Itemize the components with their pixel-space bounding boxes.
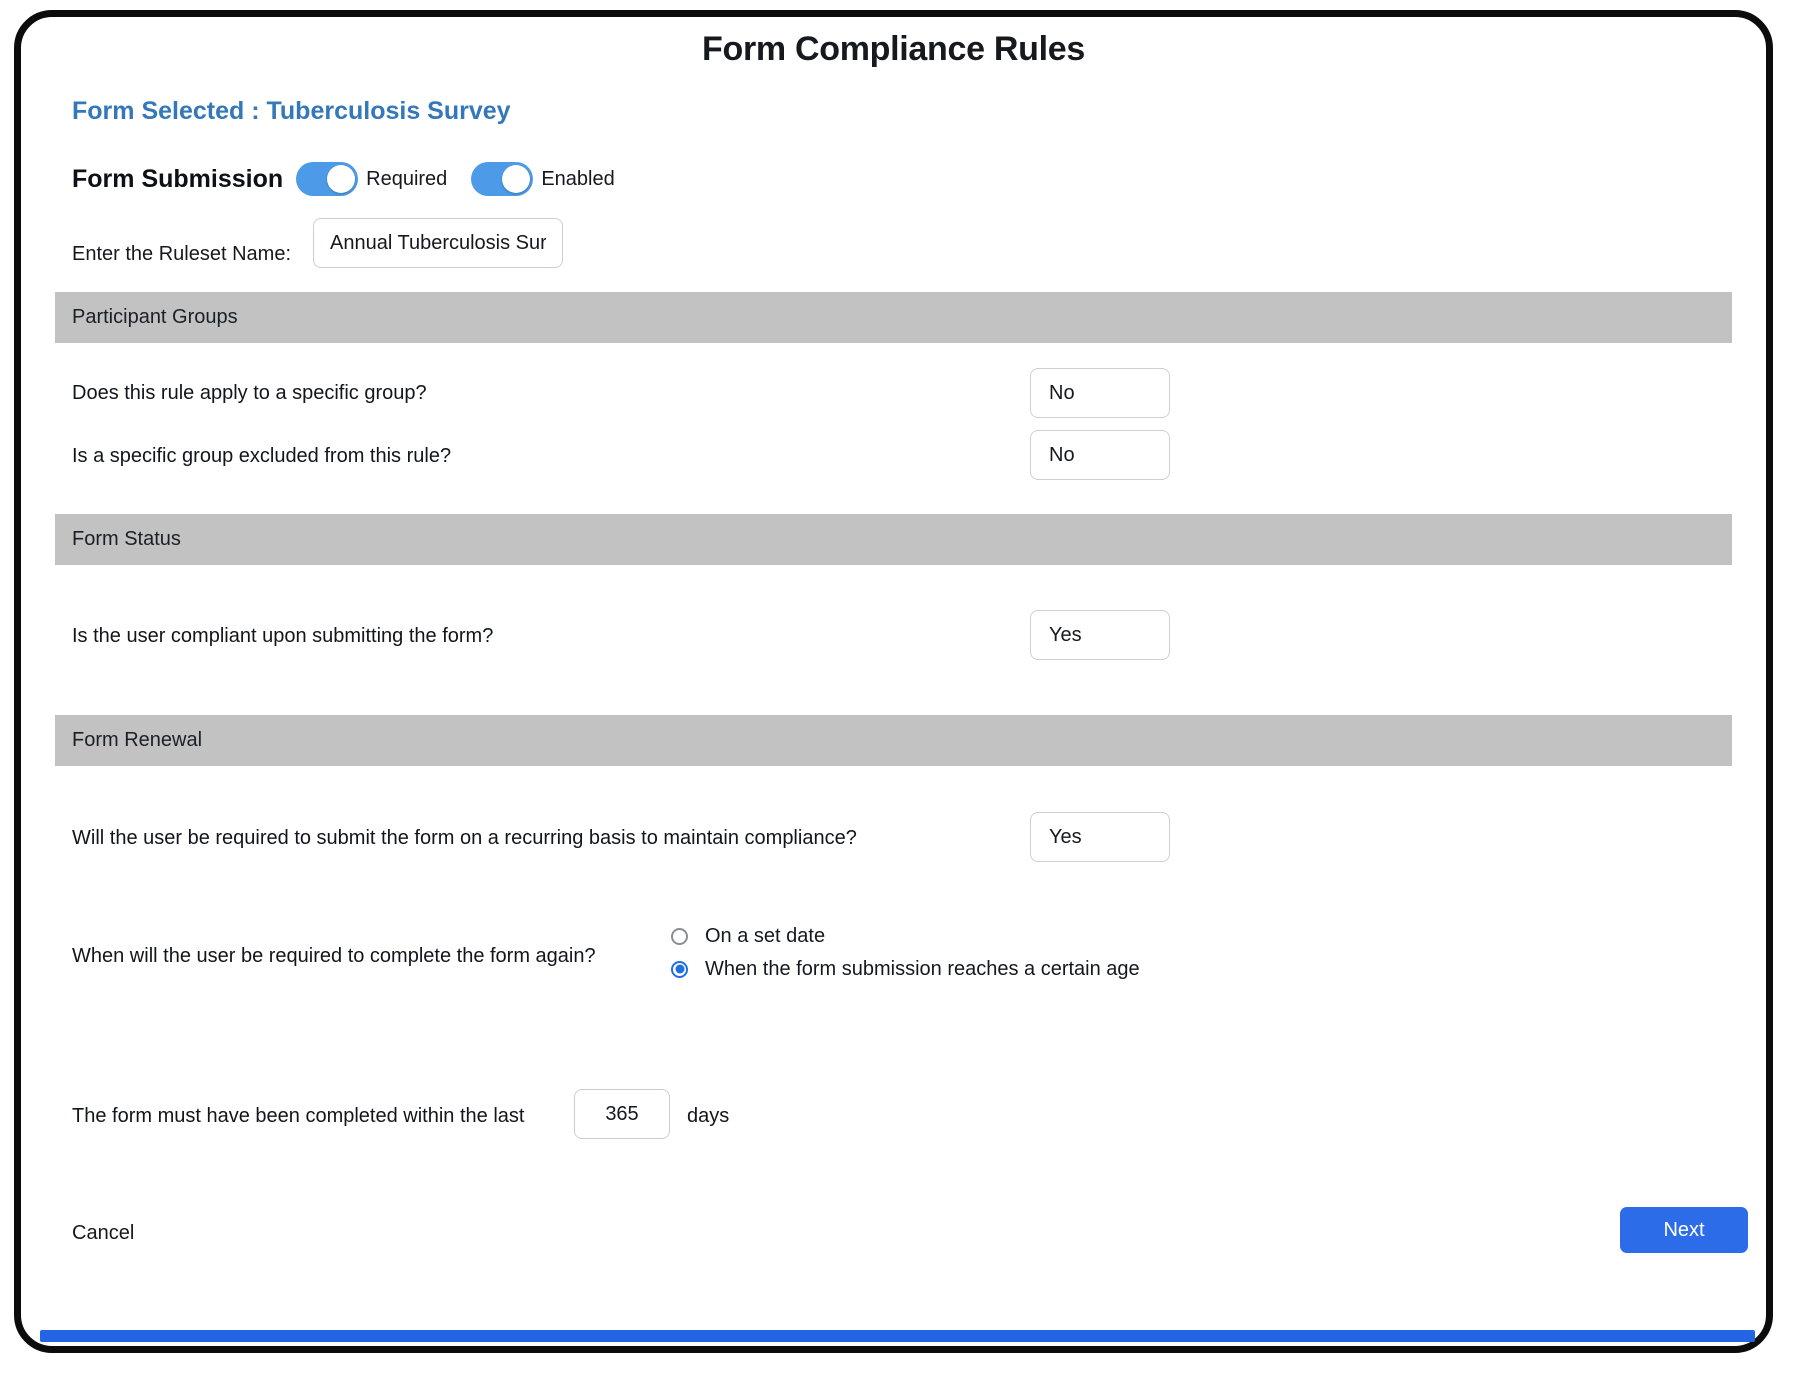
excluded-group-select[interactable] xyxy=(1030,430,1170,480)
required-toggle-label: Required xyxy=(366,167,448,190)
completion-window-label-before: The form must have been completed within the last xyxy=(72,1105,525,1127)
question-specific-group: Does this rule apply to a specific group? xyxy=(72,382,427,404)
completion-window-label-after: days xyxy=(687,1105,730,1127)
page-title: Form Compliance Rules xyxy=(702,30,1085,68)
ruleset-name-label: Enter the Ruleset Name: xyxy=(72,243,291,265)
section-header-text: Form Status xyxy=(72,528,181,550)
cancel-button[interactable]: Cancel xyxy=(72,1222,135,1244)
enabled-toggle-label: Enabled xyxy=(541,167,615,190)
radio-certain-age-label: When the form submission reaches a certain age xyxy=(705,957,1140,980)
form-submission-label: Form Submission xyxy=(72,164,284,193)
question-when-complete-again: When will the user be required to complete the form again? xyxy=(72,945,596,967)
select-value: Yes xyxy=(1049,825,1082,848)
question-excluded-group: Is a specific group excluded from this rule? xyxy=(72,445,452,467)
radio-set-date-label: On a set date xyxy=(705,924,826,947)
compliant-on-submit-select[interactable] xyxy=(1030,610,1170,660)
ruleset-name-input[interactable] xyxy=(313,218,563,268)
recurring-submission-select[interactable] xyxy=(1030,812,1170,862)
toggle-knob xyxy=(327,165,355,193)
required-toggle[interactable] xyxy=(296,162,358,196)
radio-set-date-icon[interactable] xyxy=(671,928,688,945)
next-button[interactable] xyxy=(1620,1207,1748,1253)
radio-option-set-date[interactable] xyxy=(671,923,825,949)
completion-window-days-input[interactable] xyxy=(574,1089,670,1139)
toggle-knob xyxy=(502,165,530,193)
form-compliance-window xyxy=(14,10,1773,1353)
form-submission-row xyxy=(72,160,639,198)
section-header-form-renewal xyxy=(55,715,1732,766)
select-value: Yes xyxy=(1049,623,1082,646)
select-value: No xyxy=(1049,381,1075,404)
section-header-form-status xyxy=(55,514,1732,565)
radio-option-certain-age[interactable] xyxy=(671,956,1140,982)
section-header-text: Form Renewal xyxy=(72,729,203,751)
enabled-toggle[interactable] xyxy=(471,162,533,196)
form-selected-label: Form Selected : Tuberculosis Survey xyxy=(72,97,511,125)
question-compliant-on-submit: Is the user compliant upon submitting the form? xyxy=(72,625,494,647)
question-recurring-submission: Will the user be required to submit the form on a recurring basis to maintain compliance? xyxy=(72,827,857,849)
section-header-participant-groups xyxy=(55,292,1732,343)
radio-certain-age-icon[interactable] xyxy=(671,961,688,978)
section-header-text: Participant Groups xyxy=(72,306,238,328)
bottom-blue-bar xyxy=(40,1330,1755,1342)
next-button-label: Next xyxy=(1663,1218,1705,1241)
specific-group-select[interactable] xyxy=(1030,368,1170,418)
select-value: No xyxy=(1049,443,1075,466)
